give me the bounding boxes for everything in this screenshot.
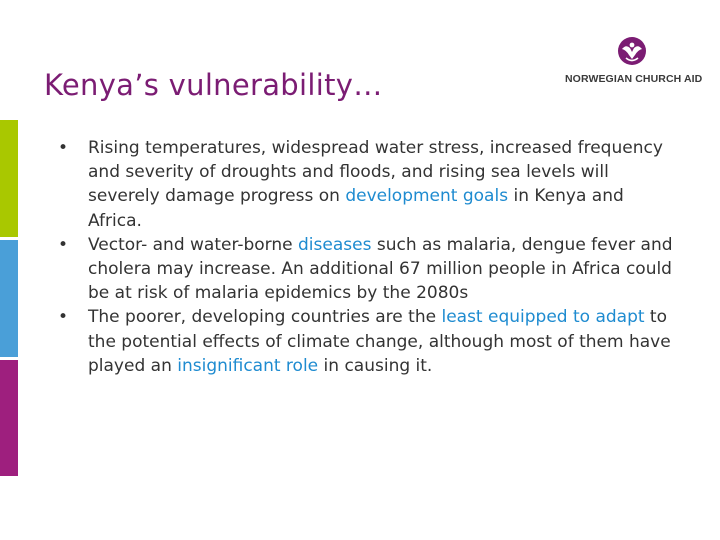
bullet-marker: •: [58, 234, 69, 255]
highlight-text: insignificant role: [177, 355, 319, 376]
bullet-item: [58, 305, 673, 378]
bullet-marker: •: [58, 307, 69, 328]
accent-bar-blue: [0, 240, 18, 357]
accent-bar-lime: [0, 120, 18, 237]
bullet-text: Vector- and water-borne: [88, 234, 299, 255]
bullet-text: The poorer, developing countries are the: [88, 307, 442, 328]
highlight-text: diseases: [298, 234, 372, 255]
highlight-text: development goals: [345, 186, 509, 207]
bullet-text: in Kenya and Africa.: [88, 186, 624, 231]
slide-title: Kenya’s vulnerability…: [44, 68, 383, 102]
bullet-text: to the potential effects of climate change, although most of them have played an: [88, 307, 671, 376]
bullet-text: such as malaria, dengue fever and cholera may increase. An additional 67 million people in Africa could be at risk of malaria epidemics by the 2080s: [88, 234, 673, 304]
bullet-marker: •: [58, 138, 69, 158]
logo-text: NORWEGIAN CHURCH AID: [565, 73, 703, 85]
norwegian-church-aid-logo: [563, 36, 713, 92]
bullet-item: [58, 136, 673, 233]
dove-hands-logo-icon: [615, 36, 649, 66]
bullet-text: Rising temperatures, widespread water stress, increased frequency and severity of droughts and floods, and rising sea levels will severely damage progress on: [88, 138, 663, 207]
highlight-text: least equipped to adapt: [441, 307, 645, 328]
accent-sidebar: [0, 120, 18, 476]
bullet-item: [58, 233, 673, 306]
bullet-text: in causing it.: [318, 355, 433, 376]
bullet-list: [58, 136, 673, 378]
accent-bar-magenta: [0, 360, 18, 476]
